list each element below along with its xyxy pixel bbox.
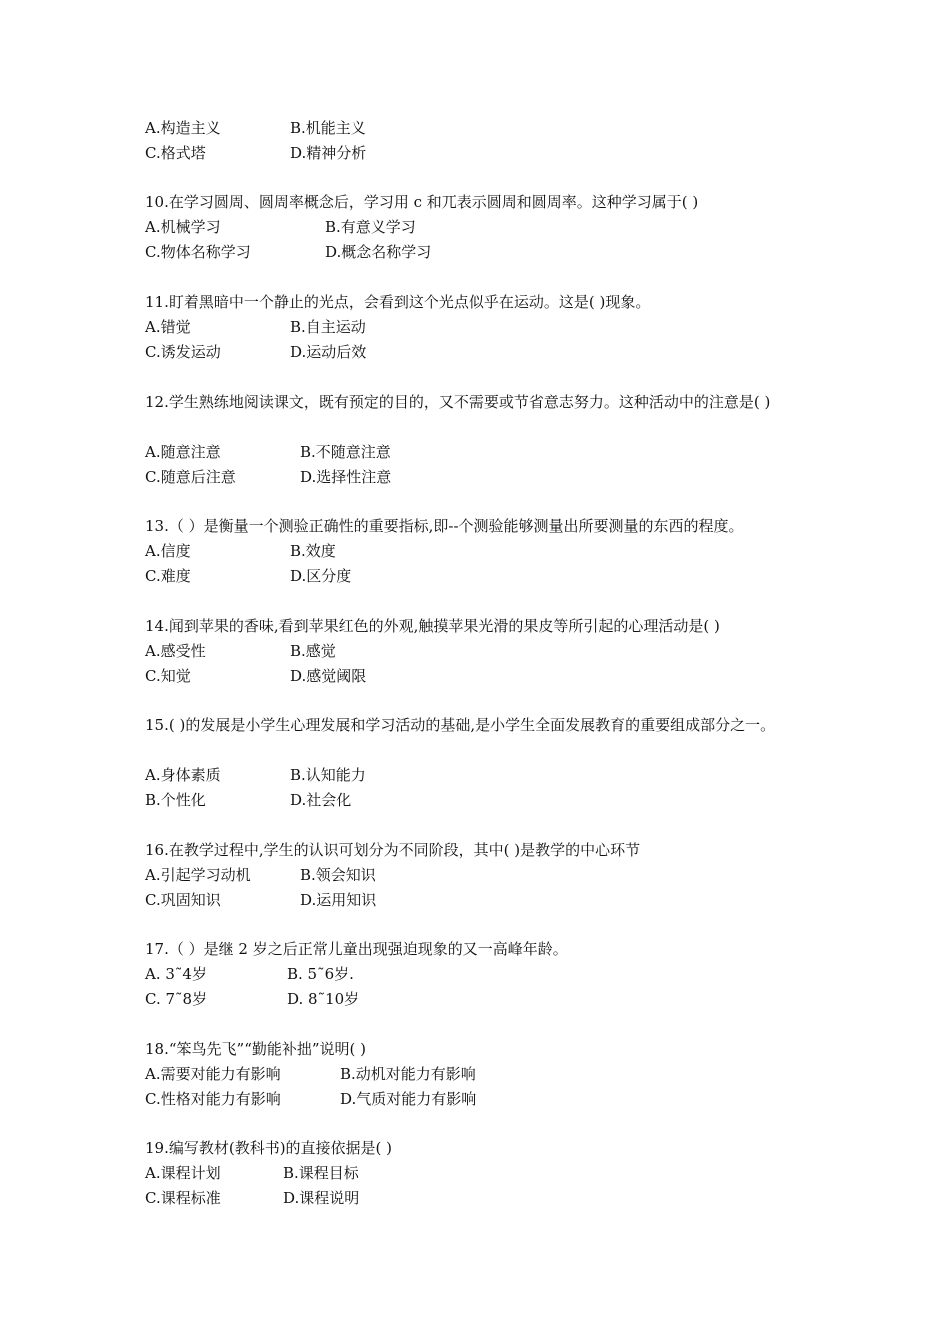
option-a: A.需要对能力有影响: [145, 1065, 281, 1083]
option-b: B.自主运动: [290, 318, 366, 336]
option-a: A.机械学习: [145, 218, 221, 236]
option-a: A. 3˜4岁: [145, 965, 207, 983]
option-c: B.个性化: [145, 791, 206, 809]
option-b: B.有意义学习: [325, 218, 416, 236]
option-b: B.课程目标: [283, 1164, 359, 1182]
option-c: C.知觉: [145, 667, 191, 685]
question-stem: 16.在教学过程中,学生的认识可划分为不同阶段，其中( )是教学的中心环节: [145, 841, 641, 859]
option-c: C.物体名称学习: [145, 243, 251, 261]
option-a: A.引起学习动机: [145, 866, 251, 884]
option-a: A.错觉: [145, 318, 191, 336]
question-stem: 12.学生熟练地阅读课文，既有预定的目的，又不需要或节省意志努力。这种活动中的注意是( ): [145, 393, 771, 411]
question-stem: 15.( )的发展是小学生心理发展和学习活动的基础,是小学生全面发展教育的重要组成部分之一。: [145, 716, 776, 734]
option-c: C.随意后注意: [145, 468, 236, 486]
option-c: C.巩固知识: [145, 891, 221, 909]
option-d: D.运动后效: [290, 343, 367, 361]
option-a: A.感受性: [145, 642, 206, 660]
option-b: B.感觉: [290, 642, 336, 660]
option-b: B.机能主义: [290, 119, 366, 137]
question-stem: 19.编写教材(教科书)的直接依据是( ): [145, 1139, 393, 1157]
question-stem: 14.闻到苹果的香味,看到苹果红色的外观,触摸苹果光滑的果皮等所引起的心理活动是( ): [145, 617, 720, 635]
option-a: A.信度: [145, 542, 191, 560]
option-d: D.选择性注意: [300, 468, 392, 486]
option-c: C.性格对能力有影响: [145, 1090, 281, 1108]
option-b: B. 5˜6岁.: [287, 965, 354, 983]
option-c: C.难度: [145, 567, 191, 585]
option-a: A.构造主义: [145, 119, 221, 137]
option-c: C. 7˜8岁: [145, 990, 208, 1008]
option-a: A.随意注意: [145, 443, 221, 461]
question-stem: 17.（ ）是继 2 岁之后正常儿童出现强迫现象的又一高峰年龄。: [145, 940, 568, 958]
option-b: B.效度: [290, 542, 336, 560]
option-c: C.课程标准: [145, 1189, 221, 1207]
option-a: A.身体素质: [145, 766, 221, 784]
option-c: C.格式塔: [145, 144, 206, 162]
option-d: D.气质对能力有影响: [340, 1090, 477, 1108]
option-d: D.运用知识: [300, 891, 377, 909]
option-a: A.课程计划: [145, 1164, 221, 1182]
option-d: D.区分度: [290, 567, 352, 585]
option-d: D.感觉阈限: [290, 667, 367, 685]
option-b: B.领会知识: [300, 866, 376, 884]
option-d: D. 8˜10岁: [287, 990, 360, 1008]
option-d: D.社会化: [290, 791, 352, 809]
option-d: D.概念名称学习: [325, 243, 432, 261]
question-stem: 18.“笨鸟先飞”“勤能补拙”说明( ): [145, 1040, 367, 1058]
question-stem: 10.在学习圆周、圆周率概念后，学习用 c 和兀表示圆周和圆周率。这种学习属于( ): [145, 193, 699, 211]
option-c: C.诱发运动: [145, 343, 221, 361]
option-d: D.精神分析: [290, 144, 367, 162]
option-b: B.动机对能力有影响: [340, 1065, 476, 1083]
option-b: B.认知能力: [290, 766, 366, 784]
question-stem: 13.（ ）是衡量一个测验正确性的重要指标,即--个测验能够测量出所要测量的东西的程度。: [145, 517, 744, 535]
question-stem: 11.盯着黑暗中一个静止的光点，会看到这个光点似乎在运动。这是( )现象。: [145, 293, 651, 311]
option-b: B.不随意注意: [300, 443, 391, 461]
option-d: D.课程说明: [283, 1189, 360, 1207]
